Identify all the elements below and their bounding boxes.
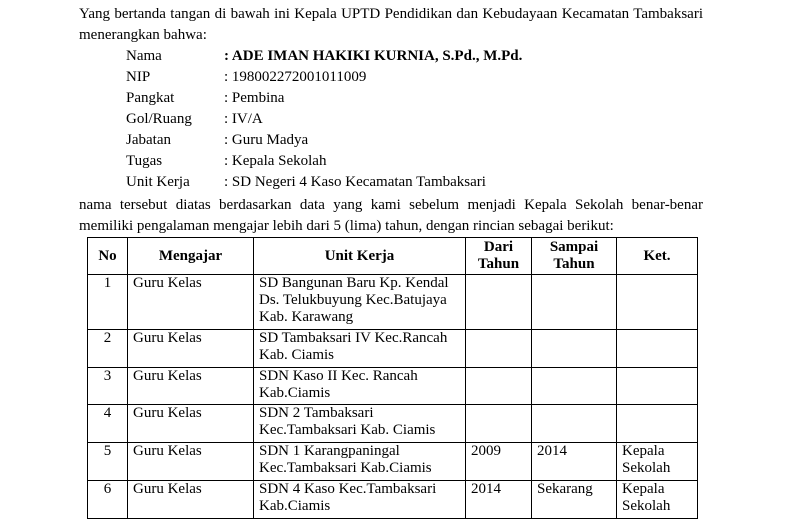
cell-sampai: Sekarang: [532, 481, 617, 519]
cell-mengajar: Guru Kelas: [128, 443, 254, 481]
header-mengajar: Mengajar: [128, 238, 254, 275]
cell-unit-kerja: SDN 4 Kaso Kec.Tambaksari Kab.Ciamis: [254, 481, 466, 519]
cell-sampai: [532, 275, 617, 330]
info-label: Tugas: [126, 153, 163, 169]
header-no: No: [88, 238, 128, 275]
info-value: : IV/A: [224, 111, 263, 127]
cell-dari: 2009: [466, 443, 532, 481]
header-ket: Ket.: [617, 238, 698, 275]
info-value: : ADE IMAN HAKIKI KURNIA, S.Pd., M.Pd.: [224, 48, 523, 64]
info-label: Unit Kerja: [126, 174, 190, 190]
table-row: [88, 330, 698, 368]
cell-ket: [617, 405, 698, 443]
cell-mengajar: Guru Kelas: [128, 405, 254, 443]
cell-unit-kerja: SD Bangunan Baru Kp. Kendal Ds. Telukbuyung Kec.Batujaya Kab. Karawang: [254, 275, 466, 330]
cell-unit-kerja: SDN 1 Karangpaningal Kec.Tambaksari Kab.Ciamis: [254, 443, 466, 481]
cell-ket: [617, 275, 698, 330]
info-label: Pangkat: [126, 90, 175, 106]
info-label: Gol/Ruang: [126, 111, 192, 127]
info-value: : Pembina: [224, 90, 285, 106]
header-dari-tahun: Dari Tahun: [466, 238, 532, 275]
cell-ket: Kepala Sekolah: [617, 443, 698, 481]
cell-mengajar: Guru Kelas: [128, 368, 254, 405]
info-value: : 198002272001011009: [224, 69, 367, 85]
cell-unit-kerja: SDN 2 Tambaksari Kec.Tambaksari Kab. Ciamis: [254, 405, 466, 443]
info-label: Jabatan: [126, 132, 171, 148]
intro-paragraph: Yang bertanda tangan di bawah ini Kepala UPTD Pendidikan dan Kebudayaan Kecamatan Tambaksari menerangkan bahwa:: [79, 6, 703, 43]
teaching-experience-table: [87, 237, 698, 519]
cell-no: 6: [88, 481, 128, 519]
cell-dari: [466, 330, 532, 368]
info-label: Nama: [126, 48, 162, 64]
cell-sampai: [532, 368, 617, 405]
table-row: [88, 481, 698, 519]
cell-mengajar: Guru Kelas: [128, 330, 254, 368]
cell-no: 4: [88, 405, 128, 443]
info-value: : SD Negeri 4 Kaso Kecamatan Tambaksari: [224, 174, 486, 190]
cell-dari: [466, 275, 532, 330]
cell-ket: [617, 368, 698, 405]
cell-unit-kerja: SD Tambaksari IV Kec.Rancah Kab. Ciamis: [254, 330, 466, 368]
cell-dari: [466, 405, 532, 443]
info-value: : Guru Madya: [224, 132, 309, 148]
cell-mengajar: Guru Kelas: [128, 481, 254, 519]
statement-paragraph: nama tersebut diatas berdasarkan data yang kami sebelum menjadi Kepala Sekolah benar-benar memiliki pengalaman mengajar lebih dari 5 (lima) tahun, dengan rincian sebagai berikut:: [79, 197, 703, 234]
cell-ket: [617, 330, 698, 368]
cell-sampai: [532, 330, 617, 368]
cell-no: 1: [88, 275, 128, 330]
table-row: [88, 443, 698, 481]
cell-no: 3: [88, 368, 128, 405]
cell-dari: 2014: [466, 481, 532, 519]
cell-unit-kerja: SDN Kaso II Kec. Rancah Kab.Ciamis: [254, 368, 466, 405]
cell-no: 5: [88, 443, 128, 481]
cell-no: 2: [88, 330, 128, 368]
cell-sampai: 2014: [532, 443, 617, 481]
table-row: [88, 275, 698, 330]
cell-dari: [466, 368, 532, 405]
header-unit-kerja: Unit Kerja: [254, 238, 466, 275]
cell-mengajar: Guru Kelas: [128, 275, 254, 330]
info-value: : Kepala Sekolah: [224, 153, 327, 169]
table-row: [88, 405, 698, 443]
header-sampai-tahun: Sampai Tahun: [532, 238, 617, 275]
table-header-row: [88, 238, 698, 275]
info-label: NIP: [126, 69, 151, 85]
cell-ket: Kepala Sekolah: [617, 481, 698, 519]
table-row: [88, 368, 698, 405]
cell-sampai: [532, 405, 617, 443]
